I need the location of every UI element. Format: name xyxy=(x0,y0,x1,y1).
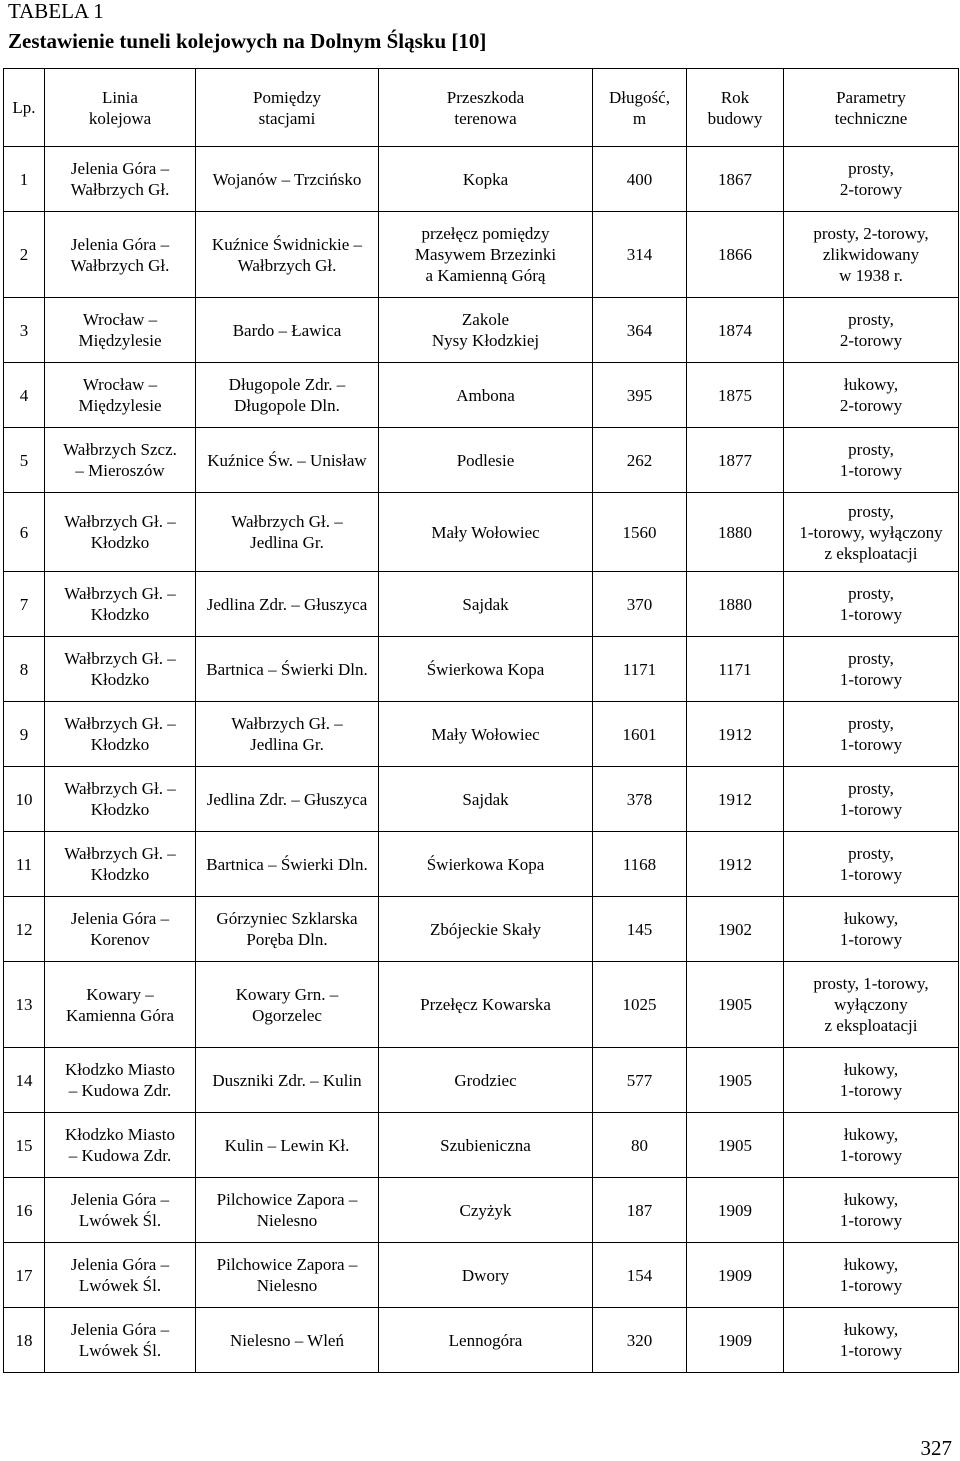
table-label: TABELA 1 xyxy=(8,0,104,23)
cell-obstacle: Zbójeckie Skały xyxy=(379,897,593,962)
header-length: Długość, m xyxy=(593,69,687,147)
cell-stations: Wałbrzych Gł. – Jedlina Gr. xyxy=(196,493,379,572)
table-row xyxy=(4,493,959,572)
cell-lp: 16 xyxy=(4,1178,45,1243)
cell-params: łukowy, 1-torowy xyxy=(784,897,959,962)
table-row xyxy=(4,897,959,962)
table-row xyxy=(4,962,959,1048)
cell-line: Wałbrzych Gł. – Kłodzko xyxy=(45,493,196,572)
table-row xyxy=(4,832,959,897)
cell-obstacle: Sajdak xyxy=(379,572,593,637)
cell-year: 1912 xyxy=(687,832,784,897)
cell-lp: 12 xyxy=(4,897,45,962)
cell-year: 1867 xyxy=(687,147,784,212)
cell-year: 1909 xyxy=(687,1308,784,1373)
cell-params: prosty, 1-torowy xyxy=(784,637,959,702)
cell-stations: Pilchowice Zapora – Nielesno xyxy=(196,1178,379,1243)
cell-line: Wrocław – Międzylesie xyxy=(45,298,196,363)
cell-obstacle: Podlesie xyxy=(379,428,593,493)
cell-line: Kłodzko Miasto – Kudowa Zdr. xyxy=(45,1113,196,1178)
table-row xyxy=(4,298,959,363)
cell-lp: 8 xyxy=(4,637,45,702)
table-row xyxy=(4,1308,959,1373)
table-row xyxy=(4,212,959,298)
cell-line: Wałbrzych Szcz. – Mieroszów xyxy=(45,428,196,493)
cell-params: prosty, 1-torowy, wyłączony z eksploatacji xyxy=(784,493,959,572)
cell-year: 1912 xyxy=(687,767,784,832)
cell-year: 1880 xyxy=(687,493,784,572)
cell-obstacle: Lennogóra xyxy=(379,1308,593,1373)
cell-stations: Pilchowice Zapora – Nielesno xyxy=(196,1243,379,1308)
cell-length: 145 xyxy=(593,897,687,962)
table-title: Zestawienie tuneli kolejowych na Dolnym Śląsku [10] xyxy=(8,29,487,53)
table-row xyxy=(4,363,959,428)
cell-lp: 1 xyxy=(4,147,45,212)
cell-length: 1601 xyxy=(593,702,687,767)
cell-stations: Nielesno – Wleń xyxy=(196,1308,379,1373)
cell-lp: 7 xyxy=(4,572,45,637)
cell-year: 1874 xyxy=(687,298,784,363)
header-row xyxy=(4,69,959,147)
cell-line: Wałbrzych Gł. – Kłodzko xyxy=(45,572,196,637)
cell-line: Wrocław – Międzylesie xyxy=(45,363,196,428)
header-line: Linia kolejowa xyxy=(45,69,196,147)
cell-line: Jelenia Góra – Korenov xyxy=(45,897,196,962)
cell-obstacle: Dwory xyxy=(379,1243,593,1308)
cell-year: 1875 xyxy=(687,363,784,428)
cell-stations: Jedlina Zdr. – Głuszyca xyxy=(196,572,379,637)
page-number: 327 xyxy=(920,1436,952,1460)
table-row xyxy=(4,572,959,637)
cell-line: Jelenia Góra – Wałbrzych Gł. xyxy=(45,147,196,212)
cell-obstacle: Przełęcz Kowarska xyxy=(379,962,593,1048)
cell-length: 395 xyxy=(593,363,687,428)
cell-obstacle: Świerkowa Kopa xyxy=(379,637,593,702)
cell-params: prosty, 1-torowy xyxy=(784,767,959,832)
cell-obstacle: Szubieniczna xyxy=(379,1113,593,1178)
cell-params: łukowy, 1-torowy xyxy=(784,1113,959,1178)
header-obstacle: Przeszkoda terenowa xyxy=(379,69,593,147)
cell-length: 378 xyxy=(593,767,687,832)
cell-line: Wałbrzych Gł. – Kłodzko xyxy=(45,832,196,897)
table-row xyxy=(4,637,959,702)
cell-line: Kłodzko Miasto – Kudowa Zdr. xyxy=(45,1048,196,1113)
cell-params: prosty, 2-torowy, zlikwidowany w 1938 r. xyxy=(784,212,959,298)
cell-year: 1912 xyxy=(687,702,784,767)
cell-length: 1171 xyxy=(593,637,687,702)
cell-year: 1905 xyxy=(687,1113,784,1178)
cell-line: Wałbrzych Gł. – Kłodzko xyxy=(45,637,196,702)
table-row xyxy=(4,702,959,767)
table-row xyxy=(4,1048,959,1113)
cell-length: 370 xyxy=(593,572,687,637)
cell-stations: Kulin – Lewin Kł. xyxy=(196,1113,379,1178)
cell-length: 262 xyxy=(593,428,687,493)
cell-obstacle: Kopka xyxy=(379,147,593,212)
cell-stations: Duszniki Zdr. – Kulin xyxy=(196,1048,379,1113)
cell-stations: Kuźnice Świdnickie – Wałbrzych Gł. xyxy=(196,212,379,298)
cell-stations: Jedlina Zdr. – Głuszyca xyxy=(196,767,379,832)
header-stations: Pomiędzy stacjami xyxy=(196,69,379,147)
cell-line: Wałbrzych Gł. – Kłodzko xyxy=(45,767,196,832)
cell-params: prosty, 1-torowy, wyłączony z eksploatacji xyxy=(784,962,959,1048)
table-body xyxy=(4,147,959,1373)
cell-lp: 18 xyxy=(4,1308,45,1373)
cell-params: prosty, 1-torowy xyxy=(784,428,959,493)
cell-lp: 17 xyxy=(4,1243,45,1308)
cell-lp: 3 xyxy=(4,298,45,363)
cell-lp: 5 xyxy=(4,428,45,493)
table-row xyxy=(4,1113,959,1178)
table-row xyxy=(4,147,959,212)
header-params: Parametry techniczne xyxy=(784,69,959,147)
cell-line: Jelenia Góra – Wałbrzych Gł. xyxy=(45,212,196,298)
cell-length: 314 xyxy=(593,212,687,298)
table-row xyxy=(4,428,959,493)
cell-year: 1880 xyxy=(687,572,784,637)
cell-obstacle: Grodziec xyxy=(379,1048,593,1113)
cell-line: Jelenia Góra – Lwówek Śl. xyxy=(45,1308,196,1373)
cell-stations: Kowary Grn. – Ogorzelec xyxy=(196,962,379,1048)
cell-params: prosty, 2-torowy xyxy=(784,147,959,212)
cell-params: prosty, 1-torowy xyxy=(784,832,959,897)
cell-obstacle: Sajdak xyxy=(379,767,593,832)
cell-stations: Bardo – Ławica xyxy=(196,298,379,363)
cell-lp: 13 xyxy=(4,962,45,1048)
cell-length: 1168 xyxy=(593,832,687,897)
cell-length: 364 xyxy=(593,298,687,363)
cell-lp: 14 xyxy=(4,1048,45,1113)
header-year: Rok budowy xyxy=(687,69,784,147)
cell-length: 1025 xyxy=(593,962,687,1048)
cell-obstacle: Mały Wołowiec xyxy=(379,702,593,767)
cell-year: 1877 xyxy=(687,428,784,493)
cell-obstacle: Czyżyk xyxy=(379,1178,593,1243)
cell-year: 1902 xyxy=(687,897,784,962)
cell-lp: 4 xyxy=(4,363,45,428)
cell-line: Kowary – Kamienna Góra xyxy=(45,962,196,1048)
header-lp: Lp. xyxy=(4,69,45,147)
cell-year: 1905 xyxy=(687,1048,784,1113)
tunnels-table xyxy=(3,68,959,1373)
cell-year: 1866 xyxy=(687,212,784,298)
cell-stations: Bartnica – Świerki Dln. xyxy=(196,832,379,897)
cell-year: 1171 xyxy=(687,637,784,702)
cell-params: łukowy, 1-torowy xyxy=(784,1048,959,1113)
cell-lp: 10 xyxy=(4,767,45,832)
table-row xyxy=(4,767,959,832)
cell-params: prosty, 2-torowy xyxy=(784,298,959,363)
cell-stations: Górzyniec Szklarska Poręba Dln. xyxy=(196,897,379,962)
cell-obstacle: Świerkowa Kopa xyxy=(379,832,593,897)
cell-length: 154 xyxy=(593,1243,687,1308)
cell-lp: 15 xyxy=(4,1113,45,1178)
cell-length: 320 xyxy=(593,1308,687,1373)
cell-obstacle: Ambona xyxy=(379,363,593,428)
cell-line: Wałbrzych Gł. – Kłodzko xyxy=(45,702,196,767)
cell-params: prosty, 1-torowy xyxy=(784,702,959,767)
cell-params: łukowy, 1-torowy xyxy=(784,1243,959,1308)
table-row xyxy=(4,1243,959,1308)
cell-stations: Długopole Zdr. – Długopole Dln. xyxy=(196,363,379,428)
cell-params: prosty, 1-torowy xyxy=(784,572,959,637)
cell-length: 80 xyxy=(593,1113,687,1178)
cell-params: łukowy, 1-torowy xyxy=(784,1178,959,1243)
cell-stations: Kuźnice Św. – Unisław xyxy=(196,428,379,493)
cell-lp: 9 xyxy=(4,702,45,767)
cell-params: łukowy, 1-torowy xyxy=(784,1308,959,1373)
cell-year: 1905 xyxy=(687,962,784,1048)
cell-obstacle: Zakole Nysy Kłodzkiej xyxy=(379,298,593,363)
cell-year: 1909 xyxy=(687,1178,784,1243)
cell-length: 400 xyxy=(593,147,687,212)
cell-obstacle: przełęcz pomiędzy Masywem Brzezinki a Kamienną Górą xyxy=(379,212,593,298)
table-row xyxy=(4,1178,959,1243)
cell-line: Jelenia Góra – Lwówek Śl. xyxy=(45,1243,196,1308)
cell-lp: 2 xyxy=(4,212,45,298)
cell-length: 1560 xyxy=(593,493,687,572)
cell-length: 577 xyxy=(593,1048,687,1113)
cell-obstacle: Mały Wołowiec xyxy=(379,493,593,572)
cell-stations: Wałbrzych Gł. – Jedlina Gr. xyxy=(196,702,379,767)
cell-lp: 6 xyxy=(4,493,45,572)
cell-length: 187 xyxy=(593,1178,687,1243)
cell-stations: Bartnica – Świerki Dln. xyxy=(196,637,379,702)
cell-year: 1909 xyxy=(687,1243,784,1308)
cell-stations: Wojanów – Trzcińsko xyxy=(196,147,379,212)
cell-lp: 11 xyxy=(4,832,45,897)
cell-line: Jelenia Góra – Lwówek Śl. xyxy=(45,1178,196,1243)
cell-params: łukowy, 2-torowy xyxy=(784,363,959,428)
